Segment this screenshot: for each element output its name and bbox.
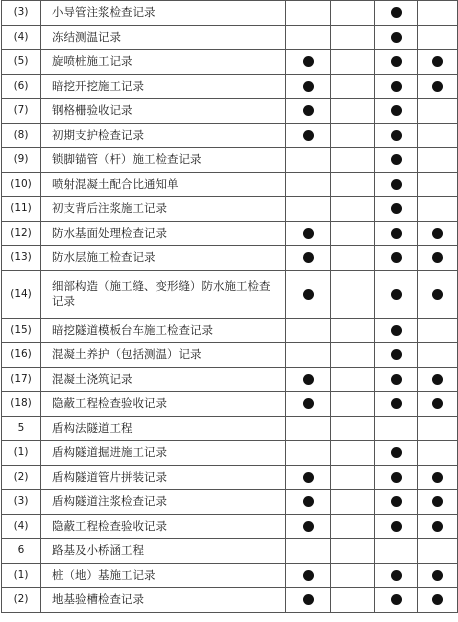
mark-cell-3	[375, 99, 418, 124]
mark-cell-2	[331, 123, 375, 148]
mark-cell-1	[286, 318, 331, 343]
filled-dot-icon	[432, 252, 443, 263]
filled-dot-icon	[391, 252, 402, 263]
record-name: 桩（地）基施工记录	[41, 563, 286, 588]
records-table	[1, 0, 458, 613]
records-table-body	[2, 1, 458, 613]
mark-cell-4	[418, 343, 458, 368]
record-name: 防水基面处理检查记录	[41, 221, 286, 246]
mark-cell-2	[331, 246, 375, 271]
mark-cell-3	[375, 367, 418, 392]
mark-cell-4	[418, 416, 458, 441]
record-name: 地基验槽检查记录	[41, 588, 286, 613]
mark-cell-1	[286, 588, 331, 613]
filled-dot-icon	[391, 56, 402, 67]
filled-dot-icon	[303, 472, 314, 483]
mark-cell-3	[375, 123, 418, 148]
mark-cell-3	[375, 50, 418, 75]
row-number: 5	[2, 416, 41, 441]
filled-dot-icon	[391, 179, 402, 190]
mark-cell-4	[418, 1, 458, 26]
table-row	[2, 123, 458, 148]
table-row	[2, 50, 458, 75]
filled-dot-icon	[432, 496, 443, 507]
filled-dot-icon	[391, 472, 402, 483]
mark-cell-3	[375, 172, 418, 197]
filled-dot-icon	[391, 105, 402, 116]
record-name: 隐蔽工程检查验收记录	[41, 514, 286, 539]
row-number: (18)	[2, 392, 41, 417]
row-number: (6)	[2, 74, 41, 99]
table-row	[2, 172, 458, 197]
filled-dot-icon	[391, 349, 402, 360]
mark-cell-2	[331, 441, 375, 466]
mark-cell-4	[418, 367, 458, 392]
filled-dot-icon	[303, 105, 314, 116]
mark-cell-3	[375, 148, 418, 173]
record-name: 暗挖开挖施工记录	[41, 74, 286, 99]
mark-cell-2	[331, 172, 375, 197]
mark-cell-1	[286, 465, 331, 490]
mark-cell-2	[331, 416, 375, 441]
table-row	[2, 588, 458, 613]
record-name: 小导管注浆检查记录	[41, 1, 286, 26]
mark-cell-4	[418, 270, 458, 318]
table-row	[2, 25, 458, 50]
filled-dot-icon	[432, 398, 443, 409]
filled-dot-icon	[303, 228, 314, 239]
filled-dot-icon	[303, 374, 314, 385]
mark-cell-4	[418, 539, 458, 564]
mark-cell-2	[331, 563, 375, 588]
mark-cell-1	[286, 490, 331, 515]
mark-cell-2	[331, 465, 375, 490]
record-name: 钢格栅验收记录	[41, 99, 286, 124]
mark-cell-2	[331, 318, 375, 343]
mark-cell-2	[331, 221, 375, 246]
mark-cell-3	[375, 221, 418, 246]
table-row	[2, 441, 458, 466]
row-number: (1)	[2, 441, 41, 466]
mark-cell-3	[375, 392, 418, 417]
filled-dot-icon	[303, 56, 314, 67]
mark-cell-4	[418, 148, 458, 173]
mark-cell-3	[375, 588, 418, 613]
mark-cell-2	[331, 197, 375, 222]
mark-cell-1	[286, 221, 331, 246]
record-name: 锁脚锚管（杆）施工检查记录	[41, 148, 286, 173]
mark-cell-1	[286, 50, 331, 75]
mark-cell-1	[286, 25, 331, 50]
row-number: (7)	[2, 99, 41, 124]
filled-dot-icon	[432, 289, 443, 300]
filled-dot-icon	[303, 252, 314, 263]
mark-cell-3	[375, 514, 418, 539]
filled-dot-icon	[432, 56, 443, 67]
filled-dot-icon	[391, 203, 402, 214]
mark-cell-2	[331, 270, 375, 318]
mark-cell-2	[331, 1, 375, 26]
mark-cell-2	[331, 50, 375, 75]
filled-dot-icon	[391, 7, 402, 18]
filled-dot-icon	[391, 594, 402, 605]
mark-cell-1	[286, 441, 331, 466]
filled-dot-icon	[303, 521, 314, 532]
filled-dot-icon	[432, 521, 443, 532]
mark-cell-4	[418, 392, 458, 417]
record-name: 初支背后注浆施工记录	[41, 197, 286, 222]
record-name: 初期支护检查记录	[41, 123, 286, 148]
mark-cell-1	[286, 172, 331, 197]
mark-cell-1	[286, 99, 331, 124]
filled-dot-icon	[391, 32, 402, 43]
mark-cell-3	[375, 465, 418, 490]
filled-dot-icon	[391, 521, 402, 532]
mark-cell-1	[286, 148, 331, 173]
row-number: (9)	[2, 148, 41, 173]
filled-dot-icon	[391, 570, 402, 581]
mark-cell-2	[331, 539, 375, 564]
table-row	[2, 490, 458, 515]
record-name: 暗挖隧道模板台车施工检查记录	[41, 318, 286, 343]
filled-dot-icon	[391, 228, 402, 239]
mark-cell-2	[331, 392, 375, 417]
filled-dot-icon	[303, 496, 314, 507]
mark-cell-4	[418, 50, 458, 75]
row-number: (10)	[2, 172, 41, 197]
mark-cell-2	[331, 343, 375, 368]
mark-cell-3	[375, 441, 418, 466]
table-row	[2, 1, 458, 26]
filled-dot-icon	[432, 570, 443, 581]
row-number: (8)	[2, 123, 41, 148]
mark-cell-3	[375, 270, 418, 318]
table-row	[2, 318, 458, 343]
mark-cell-2	[331, 99, 375, 124]
filled-dot-icon	[303, 130, 314, 141]
mark-cell-4	[418, 197, 458, 222]
mark-cell-4	[418, 441, 458, 466]
record-name: 隐蔽工程检查验收记录	[41, 392, 286, 417]
record-name: 混凝土养护（包括测温）记录	[41, 343, 286, 368]
row-number: 6	[2, 539, 41, 564]
mark-cell-1	[286, 539, 331, 564]
filled-dot-icon	[391, 374, 402, 385]
section-row	[2, 539, 458, 564]
row-number: (11)	[2, 197, 41, 222]
table-row	[2, 270, 458, 318]
mark-cell-1	[286, 246, 331, 271]
record-name: 混凝土浇筑记录	[41, 367, 286, 392]
mark-cell-4	[418, 74, 458, 99]
section-title: 盾构法隧道工程	[41, 416, 286, 441]
filled-dot-icon	[391, 81, 402, 92]
row-number: (17)	[2, 367, 41, 392]
table-row	[2, 197, 458, 222]
row-number: (1)	[2, 563, 41, 588]
row-number: (5)	[2, 50, 41, 75]
mark-cell-1	[286, 1, 331, 26]
table-row	[2, 367, 458, 392]
section-row	[2, 416, 458, 441]
row-number: (4)	[2, 25, 41, 50]
mark-cell-1	[286, 514, 331, 539]
mark-cell-2	[331, 588, 375, 613]
mark-cell-1	[286, 270, 331, 318]
record-name: 喷射混凝土配合比通知单	[41, 172, 286, 197]
mark-cell-4	[418, 123, 458, 148]
mark-cell-3	[375, 539, 418, 564]
mark-cell-3	[375, 74, 418, 99]
mark-cell-4	[418, 246, 458, 271]
mark-cell-3	[375, 246, 418, 271]
mark-cell-1	[286, 343, 331, 368]
filled-dot-icon	[432, 374, 443, 385]
table-row	[2, 221, 458, 246]
mark-cell-3	[375, 318, 418, 343]
table-row	[2, 343, 458, 368]
mark-cell-4	[418, 172, 458, 197]
table-row	[2, 514, 458, 539]
mark-cell-3	[375, 1, 418, 26]
mark-cell-1	[286, 416, 331, 441]
mark-cell-4	[418, 99, 458, 124]
mark-cell-2	[331, 25, 375, 50]
record-name: 冻结测温记录	[41, 25, 286, 50]
filled-dot-icon	[391, 496, 402, 507]
table-row	[2, 99, 458, 124]
row-number: (3)	[2, 490, 41, 515]
mark-cell-4	[418, 25, 458, 50]
mark-cell-1	[286, 392, 331, 417]
filled-dot-icon	[303, 81, 314, 92]
filled-dot-icon	[432, 228, 443, 239]
mark-cell-3	[375, 343, 418, 368]
row-number: (14)	[2, 270, 41, 318]
mark-cell-3	[375, 197, 418, 222]
table-row	[2, 148, 458, 173]
mark-cell-4	[418, 588, 458, 613]
row-number: (4)	[2, 514, 41, 539]
row-number: (13)	[2, 246, 41, 271]
mark-cell-2	[331, 490, 375, 515]
mark-cell-1	[286, 367, 331, 392]
filled-dot-icon	[303, 289, 314, 300]
mark-cell-2	[331, 367, 375, 392]
filled-dot-icon	[432, 472, 443, 483]
filled-dot-icon	[303, 594, 314, 605]
record-name: 盾构隧道注浆检查记录	[41, 490, 286, 515]
filled-dot-icon	[391, 289, 402, 300]
filled-dot-icon	[391, 398, 402, 409]
filled-dot-icon	[391, 154, 402, 165]
table-row	[2, 465, 458, 490]
mark-cell-4	[418, 318, 458, 343]
filled-dot-icon	[391, 447, 402, 458]
mark-cell-1	[286, 123, 331, 148]
mark-cell-4	[418, 563, 458, 588]
filled-dot-icon	[432, 594, 443, 605]
table-row	[2, 246, 458, 271]
record-name: 盾构隧道掘进施工记录	[41, 441, 286, 466]
row-number: (16)	[2, 343, 41, 368]
mark-cell-4	[418, 465, 458, 490]
mark-cell-1	[286, 74, 331, 99]
filled-dot-icon	[432, 81, 443, 92]
filled-dot-icon	[391, 325, 402, 336]
section-title: 路基及小桥涵工程	[41, 539, 286, 564]
mark-cell-4	[418, 490, 458, 515]
mark-cell-3	[375, 490, 418, 515]
mark-cell-2	[331, 74, 375, 99]
table-row	[2, 392, 458, 417]
mark-cell-3	[375, 563, 418, 588]
mark-cell-1	[286, 563, 331, 588]
mark-cell-4	[418, 221, 458, 246]
mark-cell-1	[286, 197, 331, 222]
record-name: 盾构隧道管片拼装记录	[41, 465, 286, 490]
mark-cell-4	[418, 514, 458, 539]
row-number: (3)	[2, 1, 41, 26]
record-name: 防水层施工检查记录	[41, 246, 286, 271]
filled-dot-icon	[391, 130, 402, 141]
record-name: 旋喷桩施工记录	[41, 50, 286, 75]
filled-dot-icon	[303, 570, 314, 581]
mark-cell-3	[375, 416, 418, 441]
row-number: (2)	[2, 588, 41, 613]
mark-cell-2	[331, 148, 375, 173]
filled-dot-icon	[303, 398, 314, 409]
row-number: (12)	[2, 221, 41, 246]
row-number: (15)	[2, 318, 41, 343]
table-row	[2, 74, 458, 99]
row-number: (2)	[2, 465, 41, 490]
mark-cell-3	[375, 25, 418, 50]
record-name: 细部构造（施工缝、变形缝）防水施工检查记录	[41, 270, 286, 318]
table-row	[2, 563, 458, 588]
mark-cell-2	[331, 514, 375, 539]
